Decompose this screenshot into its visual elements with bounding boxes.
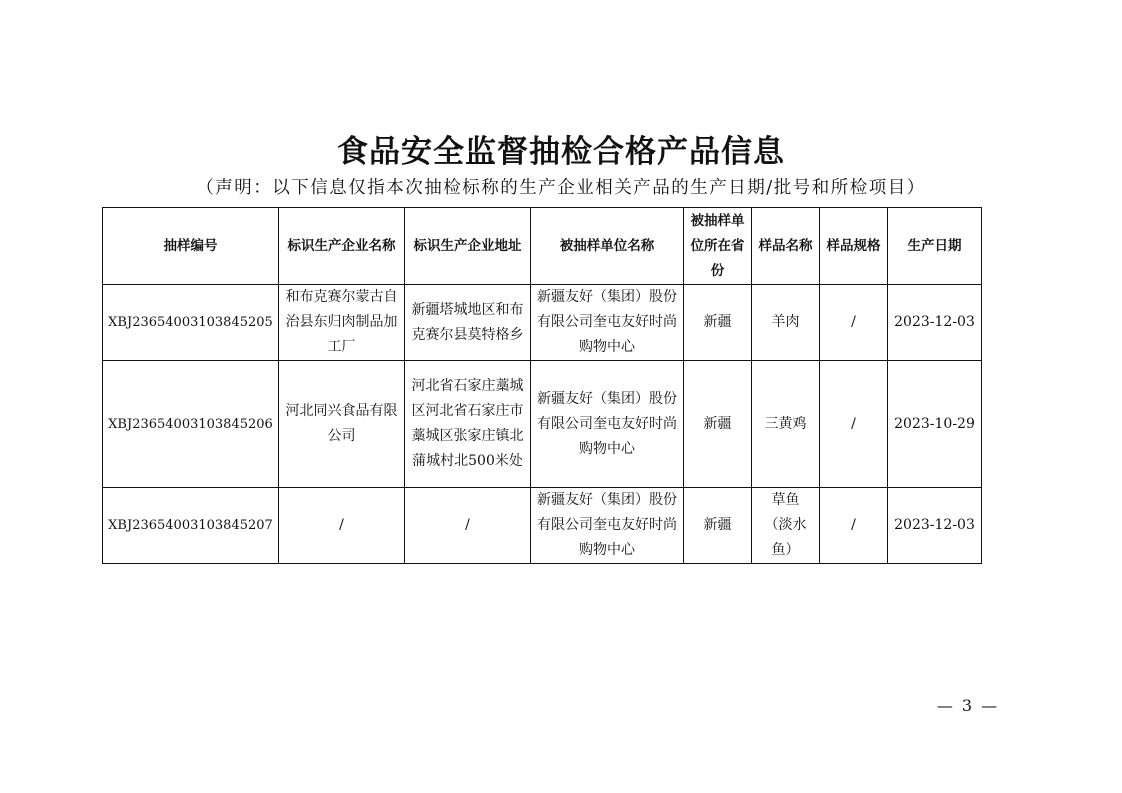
header-sampled-unit: 被抽样单位名称 [531, 208, 684, 285]
header-manufacturer: 标识生产企业名称 [279, 208, 405, 285]
cell-manufacturer: / [279, 488, 405, 564]
cell-sample-no: XBJ23654003103845205 [103, 285, 279, 361]
table-header-row [103, 208, 982, 285]
table-row [103, 488, 982, 564]
cell-sample-no: XBJ23654003103845207 [103, 488, 279, 564]
cell-sampled-unit: 新疆友好（集团）股份有限公司奎屯友好时尚购物中心 [531, 488, 684, 564]
cell-production-date: 2023-12-03 [888, 285, 982, 361]
header-spec: 样品规格 [820, 208, 888, 285]
header-province: 被抽样单位所在省份 [684, 208, 752, 285]
table-row [103, 361, 982, 488]
page-subtitle: （声明：以下信息仅指本次抽检标称的生产企业相关产品的生产日期/批号和所检项目） [196, 178, 926, 198]
cell-spec: / [820, 361, 888, 488]
cell-manufacturer: 河北同兴食品有限公司 [279, 361, 405, 488]
header-manufacturer-address: 标识生产企业地址 [405, 208, 531, 285]
header-sample-no: 抽样编号 [103, 208, 279, 285]
cell-sample-name: 羊肉 [752, 285, 820, 361]
cell-province: 新疆 [684, 488, 752, 564]
cell-province: 新疆 [684, 361, 752, 488]
cell-manufacturer-address: 新疆塔城地区和布克赛尔县莫特格乡 [405, 285, 531, 361]
cell-production-date: 2023-12-03 [888, 488, 982, 564]
page-number: — 3 — [936, 696, 1000, 715]
cell-sample-no: XBJ23654003103845206 [103, 361, 279, 488]
cell-manufacturer: 和布克赛尔蒙古自治县东归肉制品加工厂 [279, 285, 405, 361]
table-row [103, 285, 982, 361]
cell-spec: / [820, 285, 888, 361]
inspection-results-table [102, 207, 982, 564]
cell-manufacturer-address: / [405, 488, 531, 564]
header-production-date: 生产日期 [888, 208, 982, 285]
cell-sample-name: 草鱼（淡水鱼） [752, 488, 820, 564]
header-sample-name: 样品名称 [752, 208, 820, 285]
cell-spec: / [820, 488, 888, 564]
cell-sampled-unit: 新疆友好（集团）股份有限公司奎屯友好时尚购物中心 [531, 285, 684, 361]
page-title: 食品安全监督抽检合格产品信息 [337, 134, 785, 170]
cell-production-date: 2023-10-29 [888, 361, 982, 488]
cell-sample-name: 三黄鸡 [752, 361, 820, 488]
cell-manufacturer-address: 河北省石家庄藁城区河北省石家庄市藁城区张家庄镇北蒲城村北500米处 [405, 361, 531, 488]
cell-sampled-unit: 新疆友好（集团）股份有限公司奎屯友好时尚购物中心 [531, 361, 684, 488]
cell-province: 新疆 [684, 285, 752, 361]
